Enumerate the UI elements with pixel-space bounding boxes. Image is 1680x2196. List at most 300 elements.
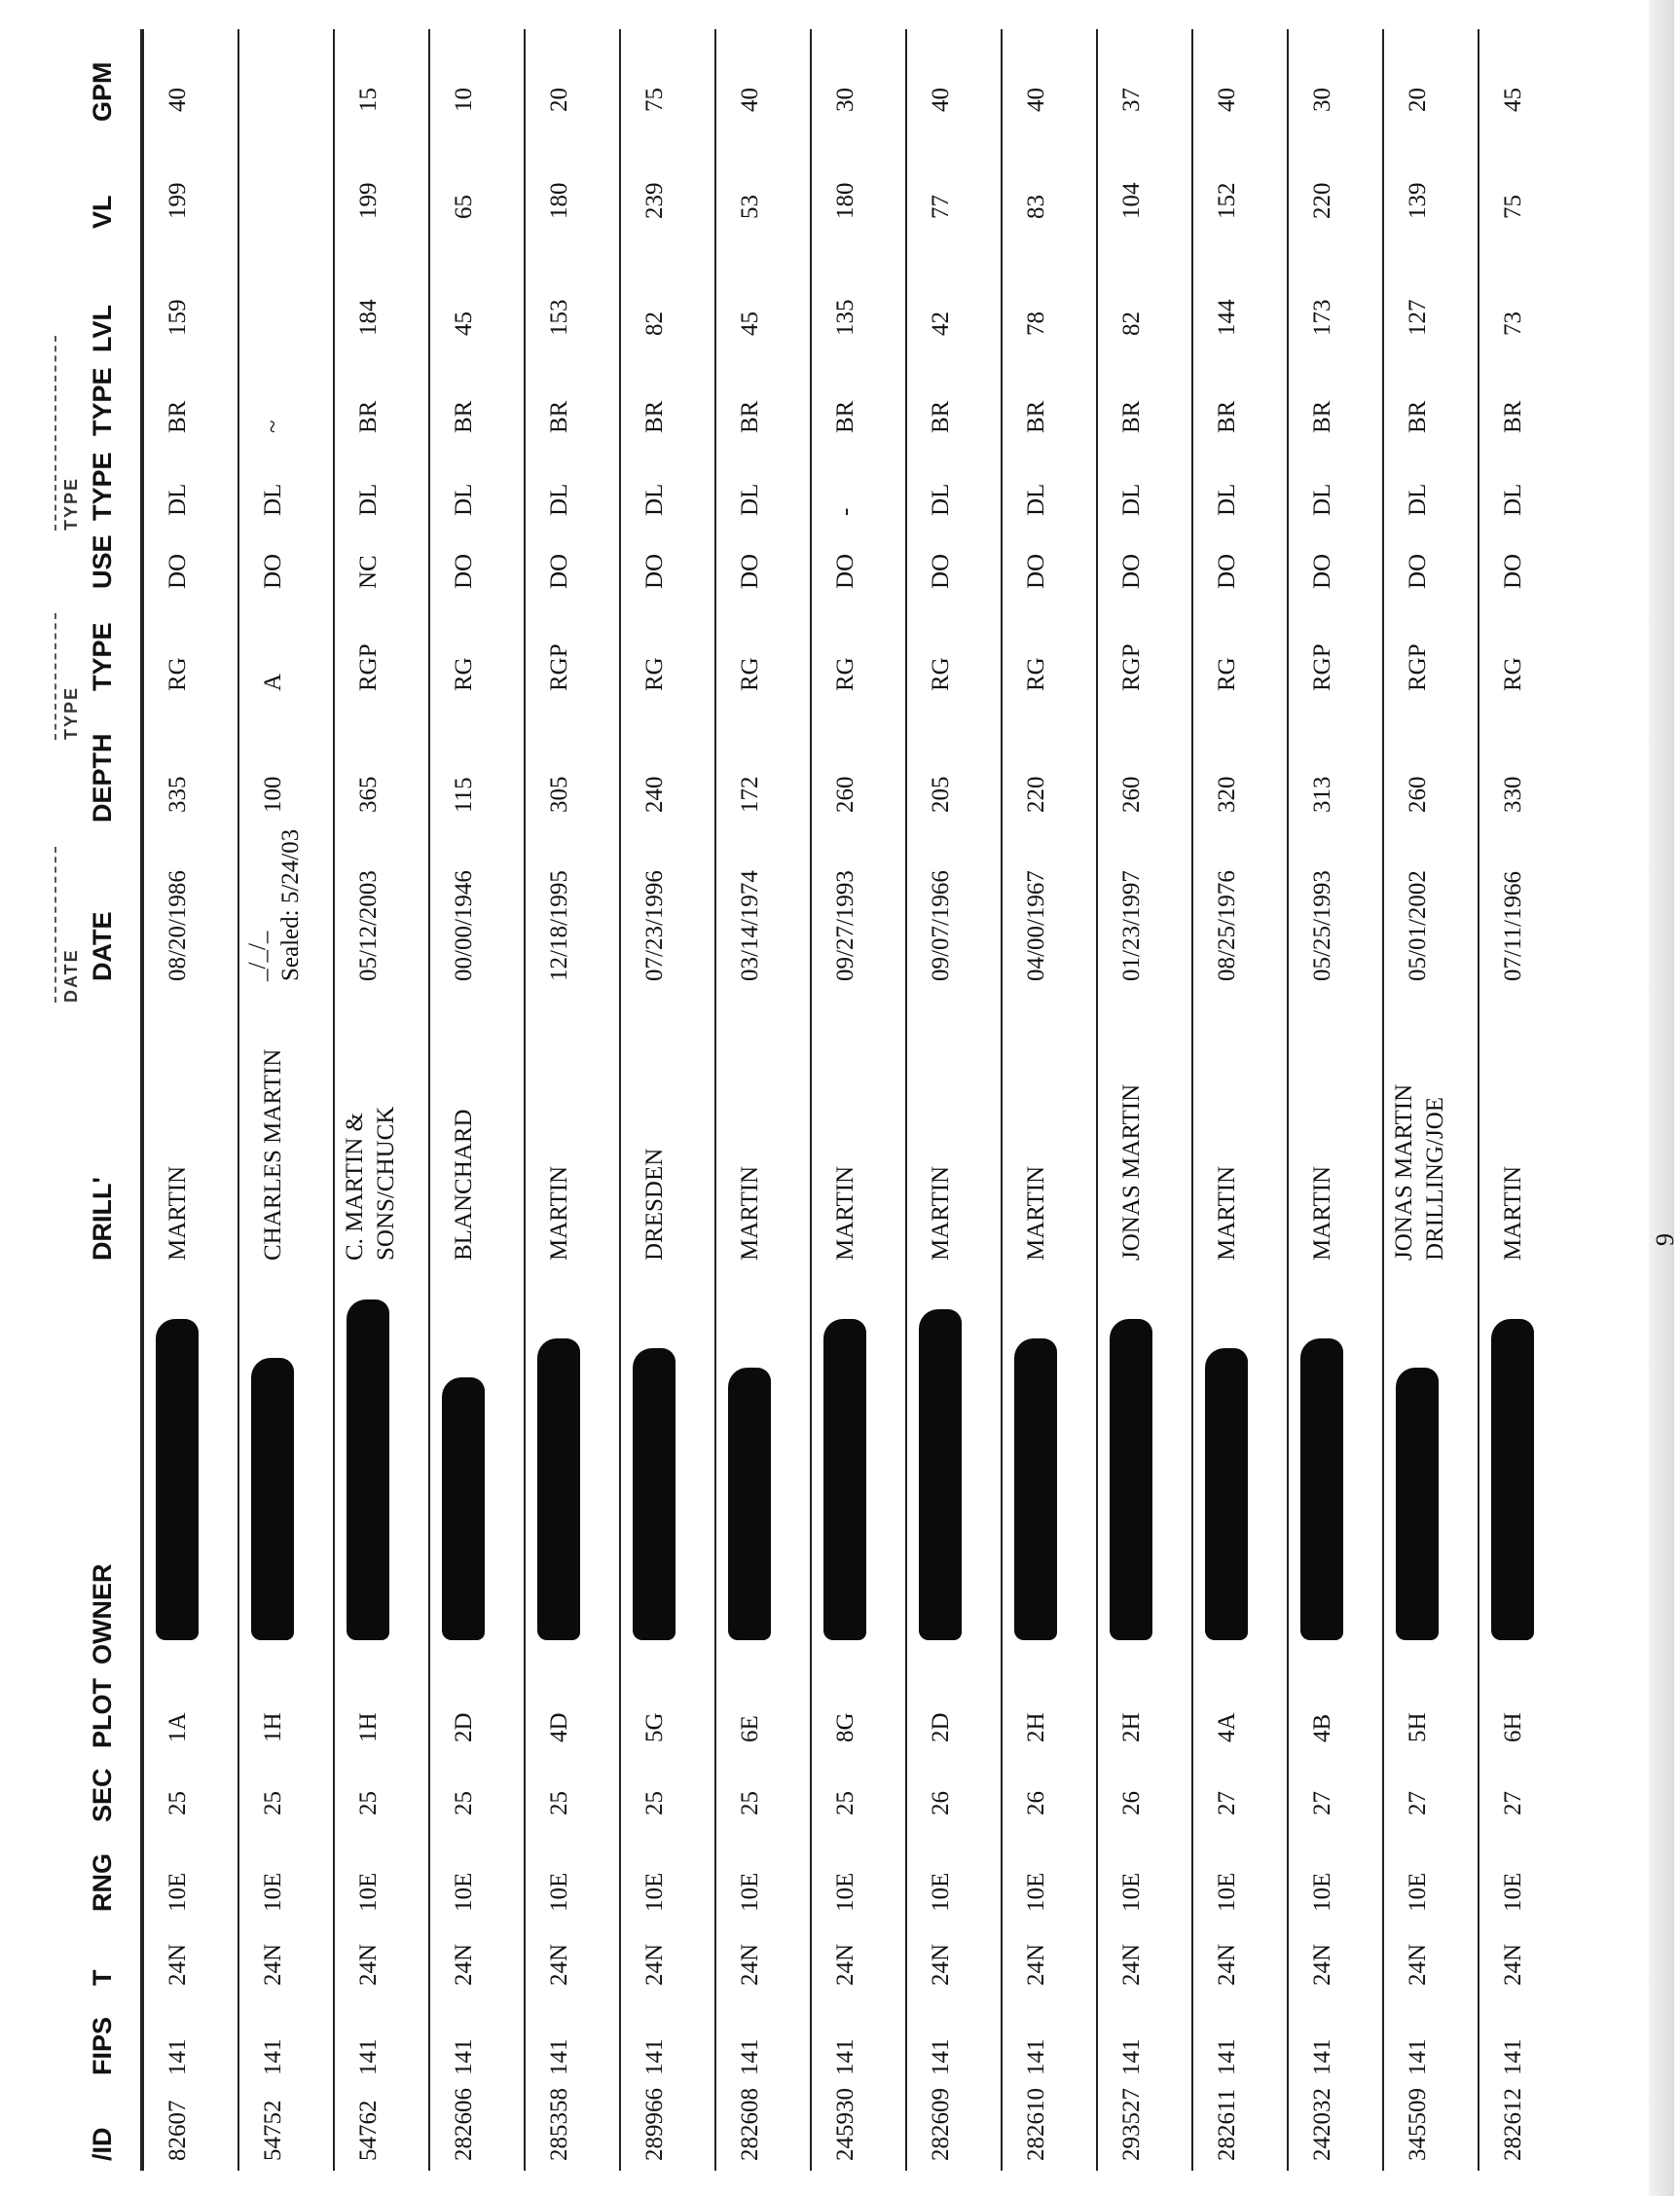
table-row [619, 29, 713, 2171]
cell-twp: 24N [928, 1943, 954, 1986]
cell-plot: 2H [1023, 1712, 1049, 1742]
cell-id: 289966 [641, 2088, 668, 2161]
cell-id: 282606 [451, 2088, 477, 2161]
cell-id: 345509 [1405, 2088, 1431, 2161]
cell-depth: 205 [928, 776, 954, 813]
cell-lvl: 173 [1309, 299, 1335, 336]
row-divider [428, 29, 430, 2171]
cell-vl: 75 [1500, 195, 1526, 219]
table-row [333, 29, 427, 2171]
cell-drill: JONAS MARTIN [1391, 1083, 1417, 1261]
cell-date: 01/23/1997 [1118, 870, 1145, 981]
cell-rng: 10E [1309, 1872, 1335, 1912]
scan-edge [1649, 0, 1674, 2196]
cell-rng: 10E [641, 1872, 668, 1912]
cell-type: RG [641, 657, 668, 691]
row-divider [619, 29, 621, 2171]
cell-depth: 260 [1405, 776, 1431, 813]
table-row [1287, 29, 1381, 2171]
cell-type2: DL [1118, 483, 1145, 516]
cell-fips: 141 [1214, 2038, 1240, 2075]
cell-use: DO [1214, 553, 1240, 589]
cell-twp: 24N [1118, 1943, 1145, 1986]
header-group-type: TYPE [55, 613, 78, 740]
cell-vl: 180 [832, 182, 858, 219]
cell-date: 03/14/1974 [737, 870, 763, 981]
cell-type2: DL [641, 483, 668, 516]
cell-sec: 25 [737, 1791, 763, 1815]
cell-fips: 141 [1405, 2038, 1431, 2075]
cell-gpm: 75 [641, 88, 668, 112]
header-depth: DEPTH [88, 733, 117, 823]
cell-type3: BR [1309, 400, 1335, 433]
cell-twp: 24N [1309, 1943, 1335, 1986]
cell-use: DO [1309, 553, 1335, 589]
cell-plot: 2D [451, 1712, 477, 1742]
cell-type2: DL [1214, 483, 1240, 516]
cell-lvl: 144 [1214, 299, 1240, 336]
cell-fips: 141 [164, 2038, 191, 2075]
table-row [1001, 29, 1095, 2171]
cell-type: RG [832, 657, 858, 691]
cell-date: 12/18/1995 [546, 870, 572, 981]
cell-rng: 10E [1118, 1872, 1145, 1912]
cell-date: 07/23/1996 [641, 870, 668, 981]
cell-fips: 141 [355, 2038, 382, 2075]
redacted-owner-block [919, 1309, 962, 1640]
cell-fips: 141 [1309, 2038, 1335, 2075]
cell-twp: 24N [1405, 1943, 1431, 1986]
table-row [905, 29, 1000, 2171]
cell-twp: 24N [1500, 1943, 1526, 1986]
cell-drill: DRESDEN [641, 1148, 668, 1261]
table-row [1382, 29, 1477, 2171]
cell-type2: DL [1023, 483, 1049, 516]
redacted-owner-block [1205, 1348, 1248, 1640]
cell-lvl: 127 [1405, 299, 1431, 336]
cell-drill: BLANCHARD [451, 1109, 477, 1261]
header-lvl: LVL [88, 305, 117, 352]
cell-lvl: 184 [355, 299, 382, 336]
cell-date: 09/07/1966 [928, 870, 954, 981]
cell-rng: 10E [1023, 1872, 1049, 1912]
cell-use: DO [1500, 553, 1526, 589]
table-row [714, 29, 809, 2171]
cell-vl: 199 [164, 182, 191, 219]
cell-lvl: 45 [737, 311, 763, 336]
cell-date: 05/12/2003 [355, 870, 382, 981]
header-vl: VL [88, 195, 117, 229]
cell-type3: BR [1214, 400, 1240, 433]
cell-depth: 335 [164, 776, 191, 813]
cell-twp: 24N [832, 1943, 858, 1986]
cell-lvl: 73 [1500, 311, 1526, 336]
cell-use: DO [737, 553, 763, 589]
cell-type2: DL [164, 483, 191, 516]
cell-fips: 141 [1500, 2038, 1526, 2075]
cell-vl: 83 [1023, 195, 1049, 219]
header-date: DATE [88, 911, 117, 981]
cell-rng: 10E [355, 1872, 382, 1912]
cell-depth: 320 [1214, 776, 1240, 813]
cell-date: 08/20/1986 [164, 870, 191, 981]
cell-type3: BR [164, 400, 191, 433]
redacted-owner-block [728, 1368, 771, 1640]
cell-sec: 25 [355, 1791, 382, 1815]
cell-twp: 24N [546, 1943, 572, 1986]
cell-type: RG [1500, 657, 1526, 691]
header-group-type2: TYPE [55, 336, 78, 531]
cell-twp: 24N [1023, 1943, 1049, 1986]
cell-id: 54762 [355, 2100, 382, 2161]
header-owner: OWNER [88, 1563, 117, 1665]
cell-fips: 141 [1118, 2038, 1145, 2075]
redacted-owner-block [156, 1319, 199, 1640]
cell-type3: ~ [260, 420, 286, 433]
header-type2: TYPE [88, 452, 117, 521]
cell-lvl: 78 [1023, 311, 1049, 336]
table-row [428, 29, 523, 2171]
cell-id: 293527 [1118, 2088, 1145, 2161]
cell-sec: 27 [1309, 1791, 1335, 1815]
cell-rng: 10E [928, 1872, 954, 1912]
cell-twp: 24N [737, 1943, 763, 1986]
page-number: 9 [1651, 1233, 1679, 1246]
cell-drill: MARTIN [737, 1165, 763, 1261]
cell-date: 05/25/1993 [1309, 870, 1335, 981]
cell-type: RG [164, 657, 191, 691]
table-row [1478, 29, 1572, 2171]
header-fips: FIPS [88, 2016, 117, 2075]
cell-use: DO [641, 553, 668, 589]
cell-drill: MARTIN [832, 1165, 858, 1261]
row-divider [1001, 29, 1003, 2171]
cell-plot: 5H [1405, 1712, 1431, 1742]
cell-id: 54752 [260, 2100, 286, 2161]
table-row [142, 29, 237, 2171]
cell-drill2: DRILLING/JOE [1422, 1096, 1448, 1261]
row-divider [1382, 29, 1384, 2171]
header-drill: DRILL' [88, 1177, 117, 1261]
cell-drill: C. MARTIN & [342, 1113, 368, 1261]
cell-drill: MARTIN [928, 1165, 954, 1261]
cell-id: 282609 [928, 2088, 954, 2161]
redacted-owner-block [251, 1358, 294, 1640]
cell-type3: BR [832, 400, 858, 433]
cell-plot: 6E [737, 1715, 763, 1742]
cell-date: 00/00/1946 [451, 870, 477, 981]
cell-depth: 330 [1500, 776, 1526, 813]
cell-date: 05/01/2002 [1405, 870, 1431, 981]
cell-rng: 10E [832, 1872, 858, 1912]
cell-type: RGP [355, 643, 382, 691]
cell-date2: Sealed: 5/24/03 [277, 828, 304, 981]
cell-use: DO [1118, 553, 1145, 589]
cell-drill: MARTIN [546, 1165, 572, 1261]
redacted-owner-block [1300, 1338, 1343, 1640]
cell-sec: 25 [164, 1791, 191, 1815]
cell-fips: 141 [832, 2038, 858, 2075]
cell-type3: BR [1023, 400, 1049, 433]
cell-lvl: 153 [546, 299, 572, 336]
cell-fips: 141 [260, 2038, 286, 2075]
cell-sec: 26 [928, 1791, 954, 1815]
cell-rng: 10E [737, 1872, 763, 1912]
row-divider [237, 29, 239, 2171]
header-use: USE [88, 534, 117, 589]
cell-use: DO [260, 553, 286, 589]
cell-rng: 10E [1405, 1872, 1431, 1912]
cell-type3: BR [546, 400, 572, 433]
redacted-owner-block [537, 1338, 580, 1640]
cell-sec: 25 [451, 1791, 477, 1815]
row-divider [1287, 29, 1289, 2171]
cell-type3: BR [1500, 400, 1526, 433]
cell-lvl: 42 [928, 311, 954, 336]
cell-type2: DL [546, 483, 572, 516]
cell-gpm: 37 [1118, 88, 1145, 112]
cell-type3: BR [1118, 400, 1145, 433]
cell-type3: BR [451, 400, 477, 433]
cell-type: RG [451, 657, 477, 691]
cell-vl: 139 [1405, 182, 1431, 219]
cell-gpm: 40 [928, 88, 954, 112]
cell-sec: 27 [1405, 1791, 1431, 1815]
header-type: TYPE [88, 622, 117, 691]
cell-sec: 25 [260, 1791, 286, 1815]
cell-fips: 141 [737, 2038, 763, 2075]
cell-rng: 10E [451, 1872, 477, 1912]
cell-sec: 27 [1500, 1791, 1526, 1815]
cell-lvl: 159 [164, 299, 191, 336]
cell-type2: DL [1309, 483, 1335, 516]
cell-twp: 24N [641, 1943, 668, 1986]
cell-gpm: 40 [737, 88, 763, 112]
cell-twp: 24N [355, 1943, 382, 1986]
cell-sec: 27 [1214, 1791, 1240, 1815]
cell-fips: 141 [1023, 2038, 1049, 2075]
cell-twp: 24N [1214, 1943, 1240, 1986]
cell-type3: BR [355, 400, 382, 433]
cell-type: A [260, 673, 286, 691]
redacted-owner-block [442, 1377, 485, 1640]
cell-type2: DL [737, 483, 763, 516]
cell-fips: 141 [546, 2038, 572, 2075]
cell-depth: 313 [1309, 776, 1335, 813]
cell-gpm: 30 [832, 88, 858, 112]
cell-type2: DL [451, 483, 477, 516]
cell-type: RG [1214, 657, 1240, 691]
cell-plot: 1A [164, 1712, 191, 1742]
cell-plot: 4B [1309, 1713, 1335, 1742]
cell-type2: DL [1500, 483, 1526, 516]
cell-rng: 10E [546, 1872, 572, 1912]
cell-sec: 26 [1118, 1791, 1145, 1815]
cell-depth: 260 [1118, 776, 1145, 813]
cell-depth: 220 [1023, 776, 1049, 813]
cell-drill: MARTIN [1023, 1165, 1049, 1261]
table-row [810, 29, 904, 2171]
cell-vl: 239 [641, 182, 668, 219]
cell-rng: 10E [260, 1872, 286, 1912]
cell-use: DO [451, 553, 477, 589]
cell-gpm: 40 [1023, 88, 1049, 112]
cell-plot: 6H [1500, 1712, 1526, 1742]
row-divider [810, 29, 812, 2171]
cell-gpm: 40 [164, 88, 191, 112]
cell-type: RG [737, 657, 763, 691]
cell-sec: 25 [546, 1791, 572, 1815]
cell-vl: 77 [928, 195, 954, 219]
cell-id: 282611 [1214, 2088, 1240, 2161]
cell-depth: 172 [737, 776, 763, 813]
cell-type2: DL [928, 483, 954, 516]
cell-lvl: 135 [832, 299, 858, 336]
cell-type: RGP [1118, 643, 1145, 691]
header-gpm: GPM [88, 61, 117, 122]
row-divider [333, 29, 335, 2171]
cell-drill: CHARLES MARTIN [260, 1048, 286, 1261]
header-twp: T [88, 1969, 117, 1986]
cell-use: DO [164, 553, 191, 589]
cell-fips: 141 [928, 2038, 954, 2075]
cell-date: 07/11/1966 [1500, 871, 1526, 981]
cell-gpm: 10 [451, 88, 477, 112]
table-row [1191, 29, 1286, 2171]
cell-drill: JONAS MARTIN [1118, 1083, 1145, 1261]
table-row [524, 29, 618, 2171]
cell-plot: 8G [832, 1712, 858, 1742]
cell-rng: 10E [1214, 1872, 1240, 1912]
cell-type: RGP [1309, 643, 1335, 691]
cell-plot: 5G [641, 1712, 668, 1742]
cell-sec: 26 [1023, 1791, 1049, 1815]
cell-type: RG [1023, 657, 1049, 691]
cell-type3: BR [1405, 400, 1431, 433]
row-divider [1191, 29, 1193, 2171]
cell-type2: DL [355, 483, 382, 516]
header-id: /ID [88, 2127, 117, 2161]
cell-depth: 115 [451, 777, 477, 813]
cell-date: 09/27/1993 [832, 870, 858, 981]
table-header [53, 29, 142, 2171]
cell-use: DO [928, 553, 954, 589]
cell-use: DO [546, 553, 572, 589]
cell-drill: MARTIN [1500, 1165, 1526, 1261]
cell-id: 282612 [1500, 2088, 1526, 2161]
redacted-owner-block [1491, 1319, 1534, 1640]
header-sec: SEC [88, 1768, 117, 1822]
cell-depth: 305 [546, 776, 572, 813]
cell-id: 285358 [546, 2088, 572, 2161]
cell-type2: DL [1405, 483, 1431, 516]
cell-vl: 104 [1118, 182, 1145, 219]
cell-gpm: 20 [546, 88, 572, 112]
header-type3: TYPE [88, 367, 117, 436]
redacted-owner-block [347, 1299, 389, 1640]
cell-twp: 24N [260, 1943, 286, 1986]
cell-drill2: SONS/CHUCK [373, 1106, 399, 1261]
cell-sec: 25 [832, 1791, 858, 1815]
cell-sec: 25 [641, 1791, 668, 1815]
row-divider [905, 29, 907, 2171]
cell-use: DO [1023, 553, 1049, 589]
cell-plot: 1H [355, 1712, 382, 1742]
cell-twp: 24N [164, 1943, 191, 1986]
cell-vl: 220 [1309, 182, 1335, 219]
redacted-owner-block [1014, 1338, 1057, 1640]
cell-depth: 260 [832, 776, 858, 813]
cell-twp: 24N [451, 1943, 477, 1986]
row-divider [1478, 29, 1479, 2171]
cell-drill: MARTIN [1309, 1165, 1335, 1261]
header-plot: PLOT [88, 1678, 117, 1748]
cell-fips: 141 [451, 2038, 477, 2075]
cell-date: 04/00/1967 [1023, 870, 1049, 981]
cell-fips: 141 [641, 2038, 668, 2075]
row-divider [714, 29, 716, 2171]
cell-use: DO [1405, 553, 1431, 589]
redacted-owner-block [823, 1319, 866, 1640]
cell-lvl: 82 [641, 311, 668, 336]
cell-use: DO [832, 553, 858, 589]
redacted-owner-block [1396, 1368, 1439, 1640]
cell-date: 08/25/1976 [1214, 870, 1240, 981]
cell-vl: 152 [1214, 182, 1240, 219]
row-divider [524, 29, 526, 2171]
cell-type: RGP [1405, 643, 1431, 691]
cell-type2: - [832, 507, 858, 516]
redacted-owner-block [1110, 1319, 1152, 1640]
cell-id: 242032 [1309, 2088, 1335, 2161]
cell-gpm: 40 [1214, 88, 1240, 112]
redacted-owner-block [633, 1348, 676, 1640]
cell-plot: 2D [928, 1712, 954, 1742]
cell-use: NC [355, 555, 382, 589]
cell-date: _/_/_ [244, 931, 271, 981]
cell-depth: 365 [355, 776, 382, 813]
cell-vl: 199 [355, 182, 382, 219]
cell-depth: 100 [260, 776, 286, 813]
cell-type3: BR [928, 400, 954, 433]
rotated-well-table [35, 29, 1679, 2171]
cell-plot: 1H [260, 1712, 286, 1742]
cell-type: RG [928, 657, 954, 691]
cell-rng: 10E [1500, 1872, 1526, 1912]
cell-gpm: 20 [1405, 88, 1431, 112]
cell-drill: MARTIN [164, 1165, 191, 1261]
header-group-date: DATE [55, 847, 78, 1003]
cell-gpm: 30 [1309, 88, 1335, 112]
cell-plot: 4D [546, 1712, 572, 1742]
cell-rng: 10E [164, 1872, 191, 1912]
cell-id: 282610 [1023, 2088, 1049, 2161]
cell-vl: 65 [451, 195, 477, 219]
table-row [1096, 29, 1190, 2171]
row-divider [142, 29, 144, 2171]
cell-vl: 53 [737, 195, 763, 219]
cell-id: 82607 [164, 2100, 191, 2161]
cell-type2: DL [260, 483, 286, 516]
cell-type: RGP [546, 643, 572, 691]
cell-depth: 240 [641, 776, 668, 813]
cell-vl: 180 [546, 182, 572, 219]
cell-type3: BR [641, 400, 668, 433]
header-rng: RNG [88, 1853, 117, 1912]
row-divider [1096, 29, 1098, 2171]
cell-lvl: 82 [1118, 311, 1145, 336]
cell-gpm: 45 [1500, 88, 1526, 112]
